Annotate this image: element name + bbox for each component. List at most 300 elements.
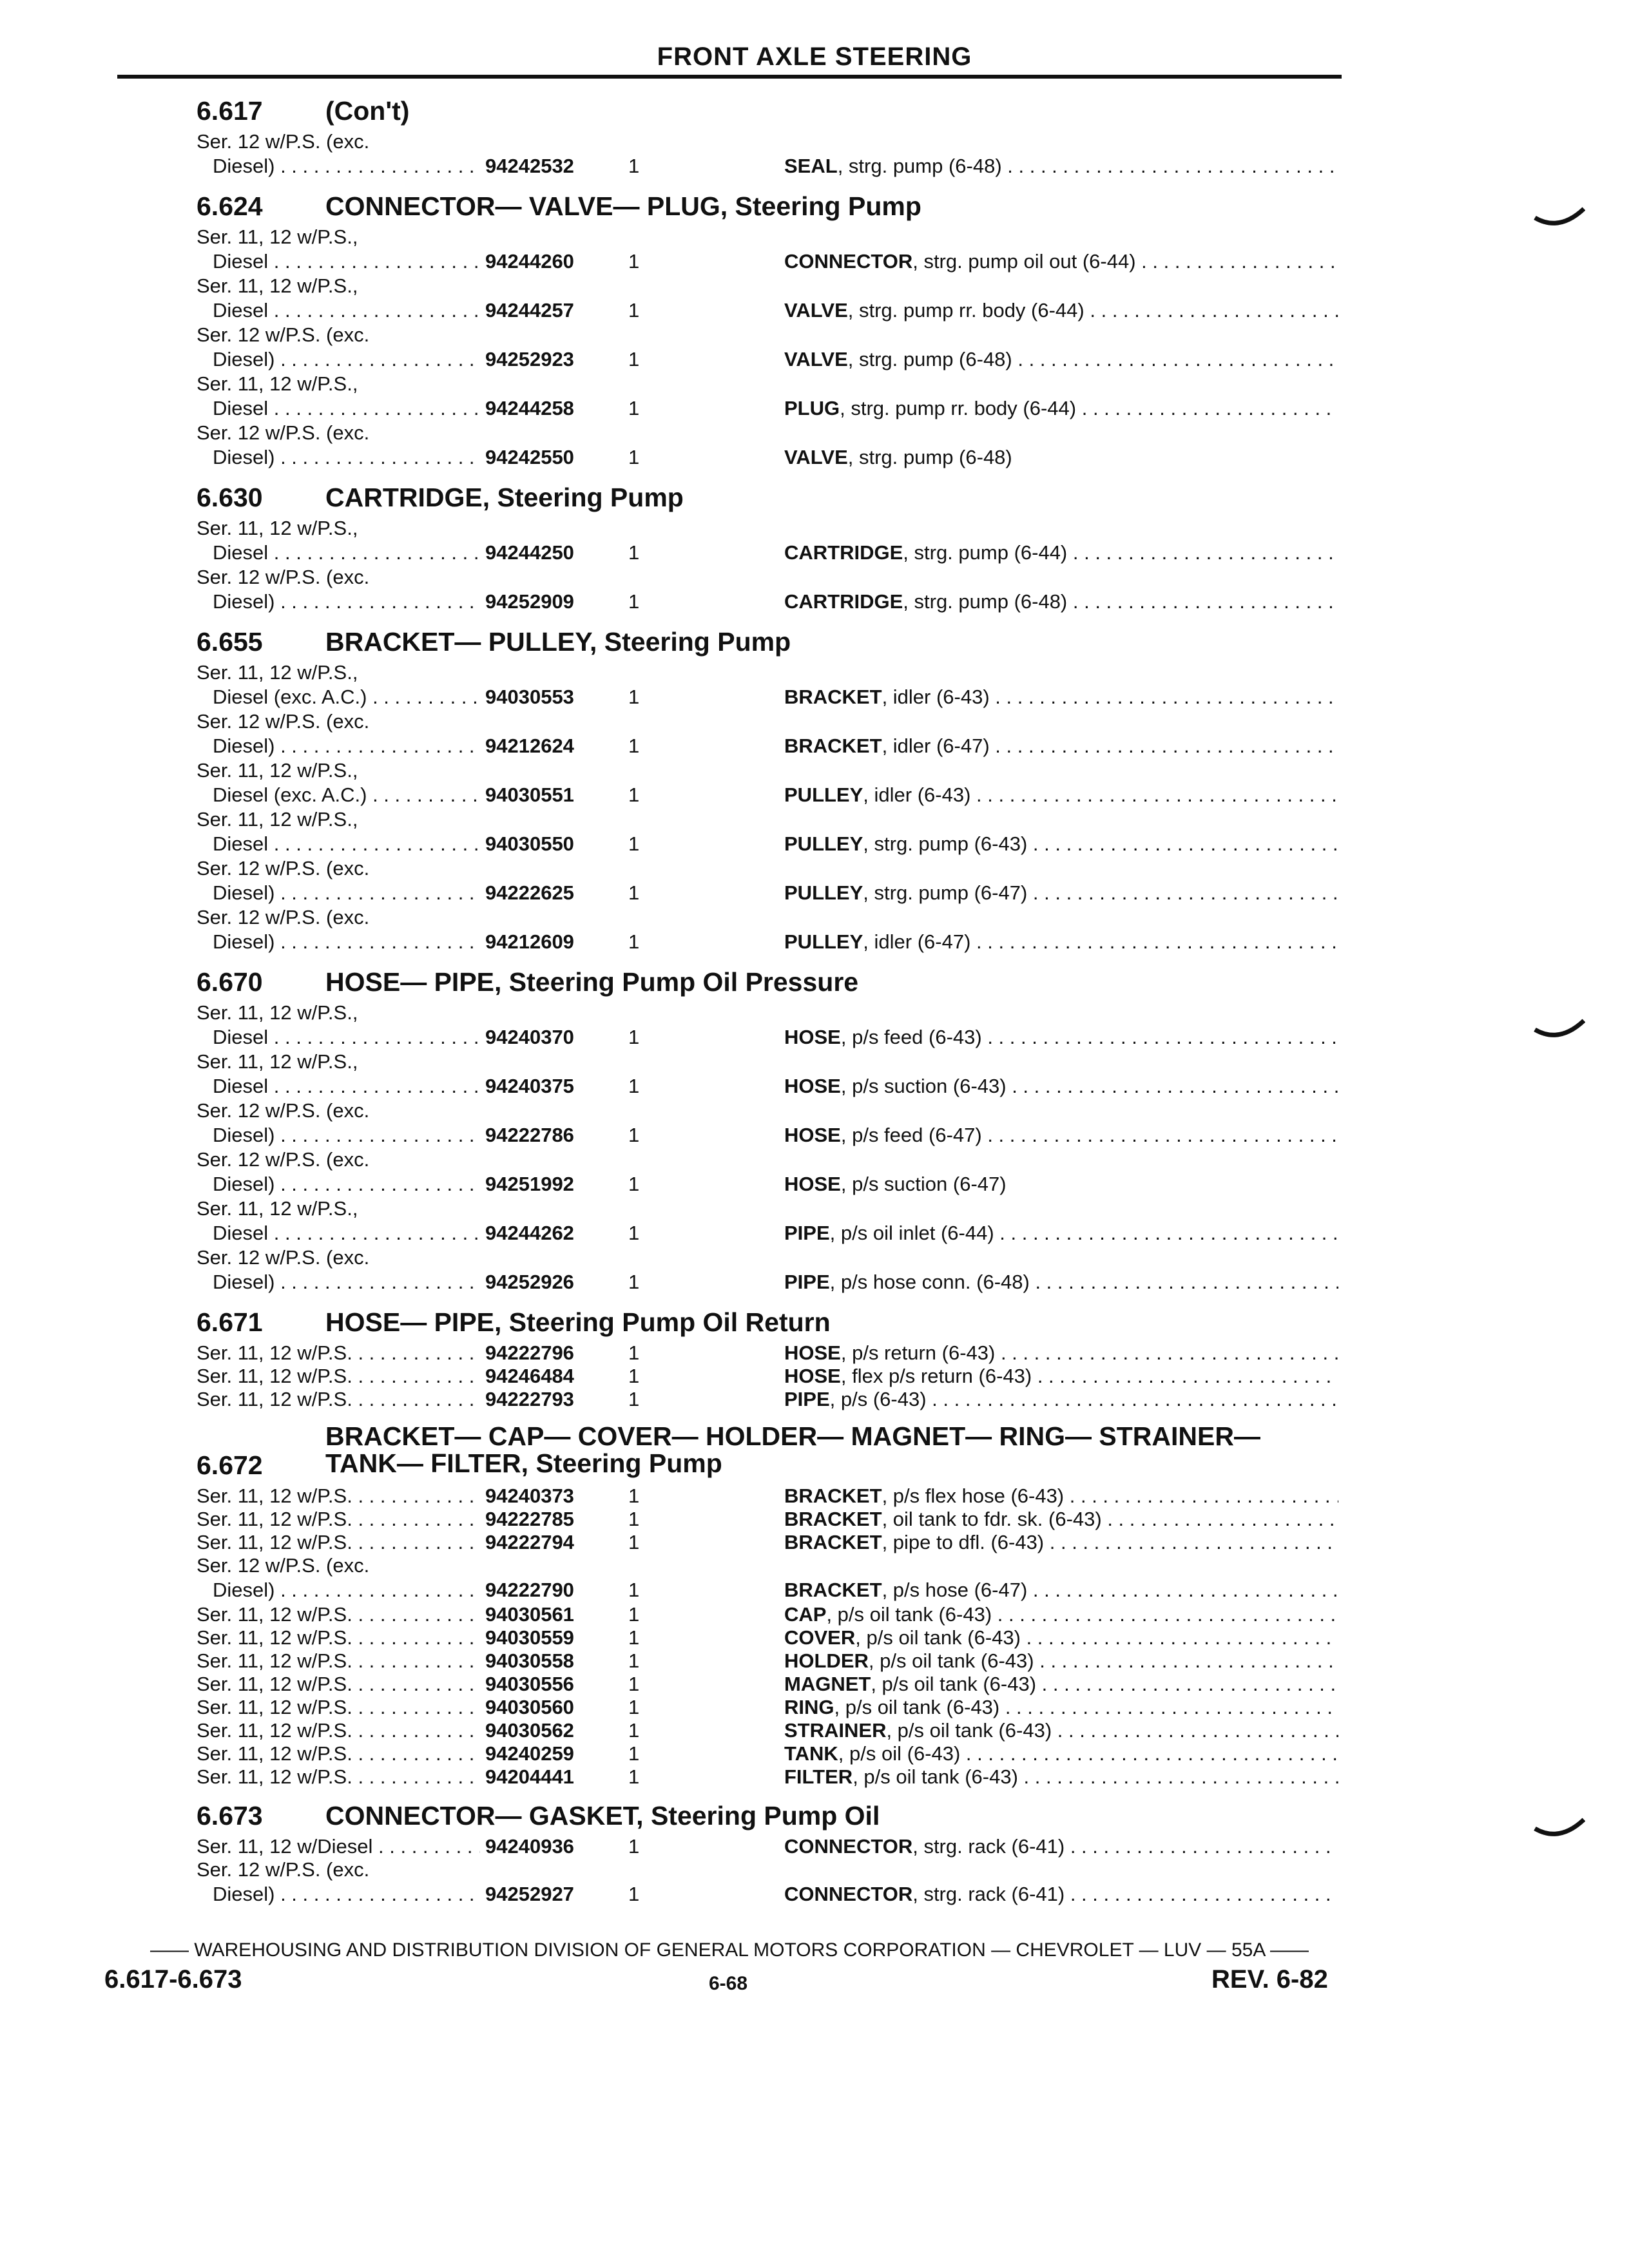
footer-section-range: 6.617-6.673: [104, 1965, 242, 1994]
part-row: [197, 445, 1334, 470]
part-detail: , p/s hose conn. (6-48): [829, 1271, 1030, 1293]
section-number: 6.624: [197, 191, 263, 221]
application-text: Diesel (exc. A.C.): [213, 686, 367, 708]
part-name: HOSE: [784, 1365, 841, 1387]
application-line: Ser. 11, 12 w/P.S.,: [197, 274, 358, 297]
part-detail: , oil tank to fdr. sk. (6-43): [882, 1508, 1102, 1530]
part-row: [197, 1835, 1334, 1858]
part-entry: [197, 906, 1334, 955]
part-detail: , idler (6-43): [882, 686, 990, 708]
part-number: 94246484: [480, 1365, 627, 1388]
section-number: 6.630: [197, 483, 263, 512]
section-number: 6.617: [197, 96, 263, 126]
part-name: SEAL: [784, 155, 838, 177]
section-title: (Con't): [325, 96, 410, 126]
part-number: 94244260: [480, 249, 627, 274]
application-text: Ser. 11, 12 w/P.S.: [197, 1626, 352, 1649]
part-description: [784, 1388, 1338, 1411]
quantity: 1: [628, 1835, 640, 1858]
application-text: Diesel): [213, 1579, 275, 1601]
part-description: [784, 684, 1338, 710]
quantity: 1: [628, 155, 640, 177]
application-text: Ser. 11, 12 w/P.S.: [197, 1603, 352, 1626]
part-name: FILTER: [784, 1765, 853, 1788]
part-name: PULLEY: [784, 783, 863, 806]
part-description: [784, 1719, 1338, 1742]
part-row: [197, 1719, 1334, 1742]
application-text: Diesel): [213, 590, 275, 613]
part-description: [784, 880, 1338, 906]
part-description: [784, 540, 1338, 566]
application-text: Diesel): [213, 1173, 275, 1195]
header-rule: [117, 75, 1342, 79]
part-description: [784, 445, 1338, 470]
part-row: [197, 1696, 1334, 1719]
part-row: [197, 1122, 1334, 1148]
part-description: [784, 1881, 1338, 1907]
part-description: [784, 249, 1338, 274]
application-text: Ser. 11, 12 w/P.S.: [197, 1508, 352, 1530]
part-description: [784, 1603, 1338, 1626]
part-entry: [197, 226, 1334, 274]
application-text: Diesel: [213, 541, 269, 564]
quantity: 1: [628, 686, 640, 708]
part-entry: [197, 1148, 1334, 1197]
section-number: 6.671: [197, 1307, 263, 1337]
quantity: 1: [628, 735, 640, 757]
part-number: 94222785: [480, 1508, 627, 1531]
application-text: Ser. 11, 12 w/P.S.: [197, 1719, 352, 1742]
part-row: [197, 1171, 1334, 1197]
application-text: Diesel: [213, 397, 269, 419]
part-description: [784, 1365, 1338, 1388]
part-number: 94030550: [480, 831, 627, 857]
part-name: PIPE: [784, 1222, 830, 1244]
part-name: RING: [784, 1696, 834, 1718]
application-line: Ser. 11, 12 w/P.S.,: [197, 759, 358, 782]
part-entry: [197, 1246, 1334, 1295]
part-entry: [197, 1388, 1334, 1411]
quantity: 1: [628, 250, 640, 273]
part-detail: , strg. pump (6-48): [847, 446, 1012, 468]
part-entry: [197, 1719, 1334, 1742]
quantity: 1: [628, 446, 640, 468]
part-description: [784, 929, 1338, 955]
application-line: Ser. 11, 12 w/P.S.,: [197, 517, 358, 539]
application-text: Ser. 11, 12 w/P.S.: [197, 1341, 352, 1364]
part-row: [197, 1341, 1334, 1365]
quantity: 1: [628, 397, 640, 419]
application-text: Diesel (exc. A.C.): [213, 783, 367, 806]
part-entry: [197, 1554, 1334, 1603]
part-detail: , strg. rack (6-41): [912, 1835, 1065, 1858]
quantity: 1: [628, 1649, 640, 1672]
part-number: 94030559: [480, 1626, 627, 1649]
part-description: [784, 1742, 1338, 1765]
part-number: 94212624: [480, 733, 627, 759]
quantity: 1: [628, 1124, 640, 1146]
part-row: [197, 1269, 1334, 1295]
application-text: Diesel): [213, 1271, 275, 1293]
application-text: Ser. 11, 12 w/P.S.: [197, 1485, 352, 1507]
part-row: [197, 1485, 1334, 1508]
binding-mark: [1534, 1817, 1585, 1843]
part-row: [197, 1388, 1334, 1411]
application-text: Diesel): [213, 930, 275, 953]
part-name: MAGNET: [784, 1673, 871, 1695]
application-text: Diesel): [213, 446, 275, 468]
part-detail: , p/s oil tank (6-43): [871, 1673, 1037, 1695]
part-name: PULLEY: [784, 881, 863, 904]
part-description: [784, 1626, 1338, 1649]
part-name: BRACKET: [784, 1508, 882, 1530]
part-entry: [197, 1531, 1334, 1554]
part-entry: [197, 1626, 1334, 1649]
part-entry: [197, 1835, 1334, 1858]
section-gap: [197, 1907, 1334, 1914]
section-number: 6.673: [197, 1801, 263, 1831]
part-number: 94222790: [480, 1577, 627, 1603]
application-line: Ser. 12 w/P.S. (exc.: [197, 1148, 370, 1171]
quantity: 1: [628, 1883, 640, 1905]
binding-mark: [1534, 1018, 1585, 1044]
quantity: 1: [628, 1341, 640, 1364]
part-name: BRACKET: [784, 1531, 882, 1553]
part-detail: , pipe to dfl. (6-43): [882, 1531, 1045, 1553]
part-entry: [197, 323, 1334, 372]
application-line: Ser. 12 w/P.S. (exc.: [197, 323, 370, 346]
application-line: Ser. 12 w/P.S. (exc.: [197, 1246, 370, 1269]
part-description: [784, 1577, 1338, 1603]
application-line: Ser. 11, 12 w/P.S.,: [197, 1050, 358, 1073]
application-text: Ser. 11, 12 w/Diesel: [197, 1835, 373, 1858]
part-entry: [197, 130, 1334, 179]
part-number: 94244262: [480, 1220, 627, 1246]
part-description: [784, 1765, 1338, 1789]
part-row: [197, 153, 1334, 179]
part-row: [197, 782, 1334, 808]
part-name: CONNECTOR: [784, 1883, 913, 1905]
application-line: Ser. 11, 12 w/P.S.,: [197, 661, 358, 684]
part-entry: [197, 1603, 1334, 1626]
part-name: CONNECTOR: [784, 1835, 913, 1858]
quantity: 1: [628, 1388, 640, 1410]
part-number: 94252909: [480, 589, 627, 615]
part-number: 94244250: [480, 540, 627, 566]
part-description: [784, 782, 1338, 808]
application-line: Ser. 12 w/P.S. (exc.: [197, 857, 370, 879]
part-detail: , p/s oil tank (6-43): [868, 1649, 1034, 1672]
part-row: [197, 298, 1334, 323]
part-description: [784, 1696, 1338, 1719]
quantity: 1: [628, 1508, 640, 1530]
part-entry: [197, 274, 1334, 323]
part-row: [197, 733, 1334, 759]
part-description: [784, 1073, 1338, 1099]
application-line: Ser. 11, 12 w/P.S.,: [197, 1197, 358, 1220]
part-detail: , strg. pump (6-44): [903, 541, 1068, 564]
part-name: PULLEY: [784, 930, 863, 953]
quantity: 1: [628, 783, 640, 806]
part-entry: [197, 1858, 1334, 1907]
part-entry: [197, 1673, 1334, 1696]
part-name: BRACKET: [784, 735, 882, 757]
part-name: PULLEY: [784, 832, 863, 855]
part-detail: , p/s oil tank (6-43): [834, 1696, 1000, 1718]
application-text: Diesel): [213, 155, 275, 177]
part-number: 94222794: [480, 1531, 627, 1554]
part-description: [784, 1835, 1338, 1858]
part-detail: , p/s oil tank (6-43): [886, 1719, 1052, 1742]
part-description: [784, 396, 1338, 421]
quantity: 1: [628, 1531, 640, 1553]
section-gap: [197, 470, 1334, 477]
section-title: BRACKET— PULLEY, Steering Pump: [325, 627, 791, 657]
part-row: [197, 1365, 1334, 1388]
quantity: 1: [628, 1579, 640, 1601]
part-entry: [197, 759, 1334, 808]
application-line: Ser. 12 w/P.S. (exc.: [197, 566, 370, 588]
part-name: BRACKET: [784, 686, 882, 708]
part-number: 94244258: [480, 396, 627, 421]
page-header-title: FRONT AXLE STEERING: [657, 43, 972, 71]
application-text: Diesel: [213, 1075, 269, 1097]
part-detail: , p/s oil tank (6-43): [826, 1603, 992, 1626]
part-entry: [197, 1485, 1334, 1508]
part-entry: [197, 1742, 1334, 1765]
section-number: 6.670: [197, 967, 263, 997]
part-row: [197, 396, 1334, 421]
application-line: Ser. 11, 12 w/P.S.,: [197, 372, 358, 395]
part-description: [784, 1220, 1338, 1246]
application-line: Ser. 12 w/P.S. (exc.: [197, 906, 370, 928]
application-text: Ser. 11, 12 w/P.S.: [197, 1365, 352, 1387]
part-name: COVER: [784, 1626, 856, 1649]
part-entry: [197, 1050, 1334, 1099]
part-description: [784, 733, 1338, 759]
section-heading: [197, 477, 1334, 517]
part-number: 94030553: [480, 684, 627, 710]
section-gap: [197, 955, 1334, 961]
part-name: HOSE: [784, 1026, 841, 1048]
part-detail: , idler (6-47): [863, 930, 971, 953]
part-entry: [197, 1099, 1334, 1148]
footer-revision: REV. 6-82: [1211, 1965, 1328, 1994]
part-number: 94251992: [480, 1171, 627, 1197]
part-entry: [197, 1765, 1334, 1789]
application-text: Diesel): [213, 1883, 275, 1905]
part-row: [197, 1649, 1334, 1673]
part-entry: [197, 1001, 1334, 1050]
part-name: HOSE: [784, 1075, 841, 1097]
quantity: 1: [628, 590, 640, 613]
part-number: 94030556: [480, 1673, 627, 1696]
application-text: Diesel: [213, 1222, 269, 1244]
section-heading: [197, 1418, 1334, 1485]
section-gap: [197, 1789, 1334, 1795]
part-description: [784, 831, 1338, 857]
quantity: 1: [628, 348, 640, 370]
part-row: [197, 1881, 1334, 1907]
part-detail: , p/s oil inlet (6-44): [829, 1222, 994, 1244]
quantity: 1: [628, 1603, 640, 1626]
section-heading: [197, 186, 1334, 226]
section-number: 6.672: [197, 1450, 263, 1480]
application-text: Ser. 11, 12 w/P.S.: [197, 1673, 352, 1695]
part-number: 94240936: [480, 1835, 627, 1858]
quantity: 1: [628, 1365, 640, 1387]
application-text: Diesel: [213, 832, 269, 855]
part-number: 94240373: [480, 1485, 627, 1508]
part-number: 94030561: [480, 1603, 627, 1626]
application-text: Ser. 11, 12 w/P.S.: [197, 1649, 352, 1672]
part-description: [784, 1341, 1338, 1365]
part-entry: [197, 421, 1334, 470]
quantity: 1: [628, 1222, 640, 1244]
part-detail: , p/s oil tank (6-43): [853, 1765, 1018, 1788]
part-name: VALVE: [784, 299, 848, 322]
quantity: 1: [628, 1719, 640, 1742]
binding-mark: [1534, 206, 1585, 232]
section-heading: [197, 621, 1334, 661]
application-text: Diesel: [213, 1026, 269, 1048]
part-number: 94030562: [480, 1719, 627, 1742]
part-name: CARTRIDGE: [784, 541, 903, 564]
part-description: [784, 1485, 1338, 1508]
application-text: Diesel: [213, 299, 269, 322]
part-name: HOSE: [784, 1173, 841, 1195]
section-title: CONNECTOR— GASKET, Steering Pump Oil: [325, 1801, 880, 1831]
part-row: [197, 1220, 1334, 1246]
application-line: Ser. 12 w/P.S. (exc.: [197, 1858, 370, 1881]
section-heading: [197, 90, 1334, 130]
section-gap: [197, 615, 1334, 621]
part-entry: [197, 1341, 1334, 1365]
part-detail: , p/s feed (6-47): [840, 1124, 982, 1146]
part-name: PIPE: [784, 1388, 830, 1410]
application-text: Ser. 11, 12 w/P.S.: [197, 1696, 352, 1718]
part-entry: [197, 1197, 1334, 1246]
part-detail: , p/s suction (6-47): [840, 1173, 1007, 1195]
part-name: HOLDER: [784, 1649, 869, 1672]
part-name: PIPE: [784, 1271, 830, 1293]
section-title: BRACKET— CAP— COVER— HOLDER— MAGNET— RING— STRAINER— TANK— FILTER, Steering Pump: [325, 1421, 1260, 1478]
part-detail: , p/s feed (6-43): [840, 1026, 982, 1048]
section-title: CARTRIDGE, Steering Pump: [325, 483, 684, 512]
quantity: 1: [628, 1673, 640, 1695]
part-row: [197, 1508, 1334, 1531]
part-row: [197, 589, 1334, 615]
quantity: 1: [628, 881, 640, 904]
part-name: PLUG: [784, 397, 840, 419]
quantity: 1: [628, 1765, 640, 1788]
part-detail: , p/s (6-43): [829, 1388, 927, 1410]
footer-page-number: 6-68: [709, 1973, 748, 1994]
part-entry: [197, 857, 1334, 906]
part-name: CAP: [784, 1603, 827, 1626]
application-line: Ser. 11, 12 w/P.S.,: [197, 808, 358, 831]
part-number: 94030558: [480, 1649, 627, 1673]
part-name: STRAINER: [784, 1719, 887, 1742]
part-detail: , strg. pump (6-48): [903, 590, 1068, 613]
part-detail: , strg. pump rr. body (6-44): [840, 397, 1077, 419]
part-entry: [197, 661, 1334, 710]
part-description: [784, 589, 1338, 615]
part-entry: [197, 566, 1334, 615]
part-name: CARTRIDGE: [784, 590, 903, 613]
section-gap: [197, 1411, 1334, 1418]
part-number: 94030560: [480, 1696, 627, 1719]
section-title: HOSE— PIPE, Steering Pump Oil Pressure: [325, 967, 859, 997]
part-detail: , flex p/s return (6-43): [840, 1365, 1032, 1387]
part-number: 94242550: [480, 445, 627, 470]
part-number: 94242532: [480, 153, 627, 179]
application-line: Ser. 12 w/P.S. (exc.: [197, 130, 370, 153]
part-name: CONNECTOR: [784, 250, 913, 273]
part-number: 94252927: [480, 1881, 627, 1907]
application-text: Diesel): [213, 1124, 275, 1146]
part-detail: , strg. pump rr. body (6-44): [847, 299, 1084, 322]
part-detail: , p/s oil tank (6-43): [855, 1626, 1021, 1649]
quantity: 1: [628, 299, 640, 322]
part-description: [784, 298, 1338, 323]
part-detail: , strg. pump (6-43): [863, 832, 1028, 855]
part-row: [197, 684, 1334, 710]
quantity: 1: [628, 541, 640, 564]
part-description: [784, 1673, 1338, 1696]
part-name: BRACKET: [784, 1579, 882, 1601]
part-entry: [197, 372, 1334, 421]
application-text: Ser. 11, 12 w/P.S.: [197, 1742, 352, 1765]
part-detail: , p/s suction (6-43): [840, 1075, 1007, 1097]
quantity: 1: [628, 1271, 640, 1293]
part-description: [784, 153, 1338, 179]
application-line: Ser. 12 w/P.S. (exc.: [197, 710, 370, 733]
part-name: BRACKET: [784, 1485, 882, 1507]
part-number: 94252926: [480, 1269, 627, 1295]
part-row: [197, 1531, 1334, 1554]
part-detail: , strg. pump (6-48): [847, 348, 1012, 370]
part-detail: , p/s return (6-43): [840, 1341, 996, 1364]
quantity: 1: [628, 1075, 640, 1097]
part-entry: [197, 1649, 1334, 1673]
part-description: [784, 1171, 1338, 1197]
part-entry: [197, 1696, 1334, 1719]
application-text: Diesel): [213, 735, 275, 757]
part-number: 94240259: [480, 1742, 627, 1765]
quantity: 1: [628, 1485, 640, 1507]
application-text: Ser. 11, 12 w/P.S.: [197, 1388, 352, 1410]
part-detail: , p/s oil (6-43): [838, 1742, 961, 1765]
application-line: Ser. 12 w/P.S. (exc.: [197, 421, 370, 444]
section-number: 6.655: [197, 627, 263, 657]
quantity: 1: [628, 1026, 640, 1048]
part-detail: , strg. rack (6-41): [912, 1883, 1065, 1905]
section-gap: [197, 1295, 1334, 1302]
section-title: HOSE— PIPE, Steering Pump Oil Return: [325, 1307, 831, 1337]
section-heading: [197, 961, 1334, 1001]
quantity: 1: [628, 1742, 640, 1765]
part-row: [197, 1765, 1334, 1789]
application-text: Diesel): [213, 881, 275, 904]
part-name: VALVE: [784, 446, 848, 468]
part-entry: [197, 517, 1334, 566]
part-detail: , p/s flex hose (6-43): [882, 1485, 1065, 1507]
application-line: Ser. 11, 12 w/P.S.,: [197, 1001, 358, 1024]
part-number: 94222793: [480, 1388, 627, 1411]
part-row: [197, 1626, 1334, 1649]
part-number: 94244257: [480, 298, 627, 323]
